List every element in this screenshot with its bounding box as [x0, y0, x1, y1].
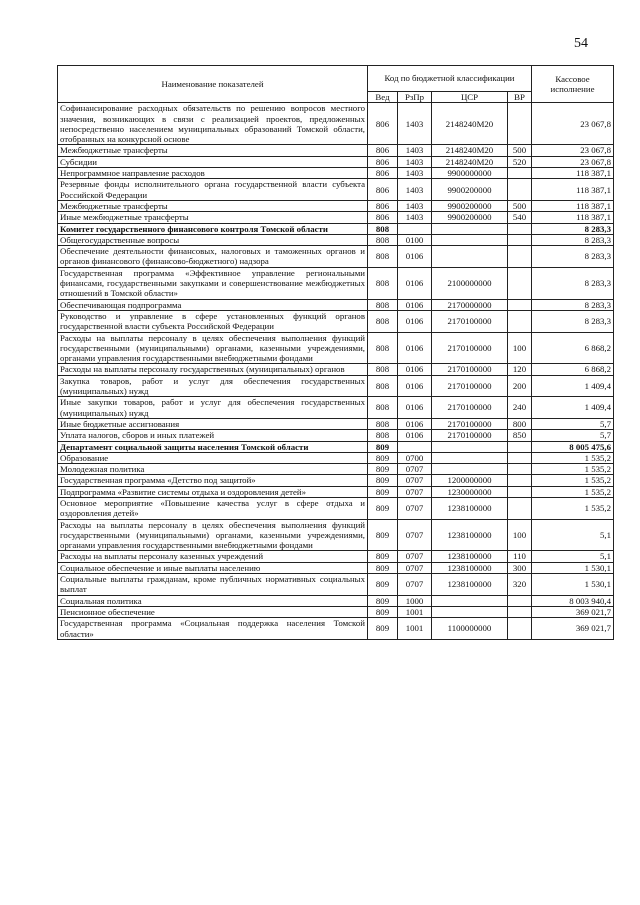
table-row — [58, 156, 614, 167]
row-name: Межбюджетные трансферты — [58, 145, 368, 156]
row-csr: 2170100000 — [432, 332, 508, 364]
row-name: Общегосударственные вопросы — [58, 234, 368, 245]
row-name: Государственная программа «Эффективное управление региональными финансами, государственными закупками и совершенствование межбюджетных отношений в Томской области» — [58, 267, 368, 299]
row-ved: 809 — [368, 486, 398, 497]
row-csr: 2170000000 — [432, 299, 508, 310]
row-rzpr: 0106 — [398, 364, 432, 375]
row-vr — [508, 267, 532, 299]
row-name: Департамент социальной защиты населения Томской области — [58, 441, 368, 452]
row-csr: 2148240M20 — [432, 145, 508, 156]
row-rzpr: 0707 — [398, 574, 432, 596]
row-rzpr: 0106 — [398, 299, 432, 310]
row-csr — [432, 595, 508, 606]
row-vr: 500 — [508, 145, 532, 156]
table-row — [58, 452, 614, 463]
row-name: Расходы на выплаты персоналу казенных учреждений — [58, 551, 368, 562]
table-row — [58, 430, 614, 441]
row-rzpr: 0106 — [398, 430, 432, 441]
row-rzpr: 0106 — [398, 267, 432, 299]
row-ved: 808 — [368, 430, 398, 441]
header-amount: Кассовое исполнение — [532, 66, 614, 103]
row-amount: 369 021,7 — [532, 606, 614, 617]
table-row — [58, 179, 614, 201]
row-rzpr: 0100 — [398, 234, 432, 245]
row-rzpr: 1403 — [398, 103, 432, 145]
table-row — [58, 103, 614, 145]
row-vr: 320 — [508, 574, 532, 596]
header-vr: ВР — [508, 92, 532, 103]
table-row — [58, 246, 614, 268]
row-amount: 1 535,2 — [532, 452, 614, 463]
row-ved: 806 — [368, 156, 398, 167]
row-vr: 540 — [508, 212, 532, 223]
row-csr: 2148240M20 — [432, 156, 508, 167]
table-row — [58, 299, 614, 310]
row-amount: 1 535,2 — [532, 497, 614, 519]
row-name: Образование — [58, 452, 368, 463]
row-amount: 6 868,2 — [532, 332, 614, 364]
row-vr — [508, 103, 532, 145]
row-rzpr: 1001 — [398, 606, 432, 617]
row-ved: 809 — [368, 441, 398, 452]
row-ved: 809 — [368, 551, 398, 562]
row-name: Социальное обеспечение и иные выплаты населению — [58, 562, 368, 573]
row-vr: 850 — [508, 430, 532, 441]
row-amount: 8 283,3 — [532, 310, 614, 332]
row-name: Социальная политика — [58, 595, 368, 606]
row-amount: 8 283,3 — [532, 267, 614, 299]
row-ved: 808 — [368, 310, 398, 332]
table-row — [58, 310, 614, 332]
row-ved: 808 — [368, 418, 398, 429]
row-name: Межбюджетные трансферты — [58, 200, 368, 211]
row-csr: 1200000000 — [432, 475, 508, 486]
row-name: Расходы на выплаты персоналу государственных (муниципальных) органов — [58, 364, 368, 375]
row-ved: 808 — [368, 332, 398, 364]
row-name: Пенсионное обеспечение — [58, 606, 368, 617]
table-row — [58, 606, 614, 617]
row-amount: 1 409,4 — [532, 375, 614, 397]
row-name: Обеспечение деятельности финансовых, налоговых и таможенных органов и органов финансового (финансово-бюджетного) надзора — [58, 246, 368, 268]
row-vr: 300 — [508, 562, 532, 573]
row-vr — [508, 618, 532, 640]
row-csr — [432, 464, 508, 475]
row-ved: 806 — [368, 145, 398, 156]
row-csr: 9900200000 — [432, 179, 508, 201]
row-csr — [432, 223, 508, 234]
row-vr — [508, 475, 532, 486]
row-name: Государственная программа «Детство под защитой» — [58, 475, 368, 486]
row-ved: 809 — [368, 562, 398, 573]
row-rzpr: 0707 — [398, 497, 432, 519]
row-ved: 806 — [368, 168, 398, 179]
table-body — [58, 103, 614, 640]
row-rzpr: 1403 — [398, 145, 432, 156]
row-vr: 120 — [508, 364, 532, 375]
row-amount: 8 283,3 — [532, 223, 614, 234]
row-name: Государственная программа «Социальная поддержка населения Томской области» — [58, 618, 368, 640]
row-amount: 1 530,1 — [532, 574, 614, 596]
row-csr: 1238100000 — [432, 519, 508, 551]
row-ved: 809 — [368, 497, 398, 519]
table-row — [58, 551, 614, 562]
row-amount: 6 868,2 — [532, 364, 614, 375]
row-amount: 118 387,1 — [532, 200, 614, 211]
table-row — [58, 441, 614, 452]
row-amount: 8 283,3 — [532, 246, 614, 268]
row-rzpr: 0707 — [398, 464, 432, 475]
row-rzpr: 1403 — [398, 156, 432, 167]
table-row — [58, 145, 614, 156]
row-csr: 2148240M20 — [432, 103, 508, 145]
row-amount: 118 387,1 — [532, 212, 614, 223]
row-ved: 809 — [368, 574, 398, 596]
row-csr: 1238100000 — [432, 497, 508, 519]
row-ved: 809 — [368, 452, 398, 463]
table-row — [58, 519, 614, 551]
header-code-group: Код по бюджетной классификации — [368, 66, 532, 92]
row-csr: 1230000000 — [432, 486, 508, 497]
row-amount: 8 283,3 — [532, 299, 614, 310]
row-rzpr: 1000 — [398, 595, 432, 606]
table-row — [58, 574, 614, 596]
table-row — [58, 212, 614, 223]
row-csr — [432, 452, 508, 463]
row-vr: 110 — [508, 551, 532, 562]
row-csr: 2170100000 — [432, 397, 508, 419]
row-vr: 520 — [508, 156, 532, 167]
row-rzpr: 0707 — [398, 475, 432, 486]
row-csr: 1238100000 — [432, 562, 508, 573]
row-vr: 500 — [508, 200, 532, 211]
row-name: Резервные фонды исполнительного органа государственной власти субъекта Российской Федерации — [58, 179, 368, 201]
table-row — [58, 200, 614, 211]
table-row — [58, 464, 614, 475]
row-csr: 9900000000 — [432, 168, 508, 179]
header-rzpr: РзПр — [398, 92, 432, 103]
row-vr — [508, 497, 532, 519]
row-csr: 9900200000 — [432, 200, 508, 211]
row-rzpr: 0106 — [398, 418, 432, 429]
row-vr — [508, 441, 532, 452]
table-row — [58, 223, 614, 234]
row-amount: 8 283,3 — [532, 234, 614, 245]
row-name: Подпрограмма «Развитие системы отдыха и оздоровления детей» — [58, 486, 368, 497]
row-csr: 1100000000 — [432, 618, 508, 640]
row-name: Расходы на выплаты персоналу в целях обеспечения выполнения функций государственными (муниципальными) органами, казенными учреждениями, органами управления государственными внебюджетными фондами — [58, 519, 368, 551]
row-csr: 1238100000 — [432, 574, 508, 596]
row-csr — [432, 234, 508, 245]
row-csr: 2170100000 — [432, 310, 508, 332]
row-rzpr: 1403 — [398, 212, 432, 223]
row-name: Непрограммное направление расходов — [58, 168, 368, 179]
row-vr — [508, 595, 532, 606]
row-amount: 5,7 — [532, 418, 614, 429]
row-ved: 808 — [368, 267, 398, 299]
row-csr — [432, 246, 508, 268]
row-ved: 809 — [368, 618, 398, 640]
row-rzpr: 1403 — [398, 168, 432, 179]
row-name: Основное мероприятие «Повышение качества услуг в сфере отдыха и оздоровления детей» — [58, 497, 368, 519]
row-amount: 23 067,8 — [532, 145, 614, 156]
row-ved: 806 — [368, 212, 398, 223]
row-vr — [508, 486, 532, 497]
table-row — [58, 168, 614, 179]
row-rzpr: 1403 — [398, 200, 432, 211]
row-csr: 2100000000 — [432, 267, 508, 299]
row-amount: 23 067,8 — [532, 156, 614, 167]
budget-execution-table — [57, 65, 614, 640]
row-rzpr: 0106 — [398, 310, 432, 332]
row-ved: 808 — [368, 397, 398, 419]
table-row — [58, 486, 614, 497]
row-rzpr: 0106 — [398, 332, 432, 364]
row-vr — [508, 234, 532, 245]
row-name: Расходы на выплаты персоналу в целях обеспечения выполнения функций государственными (муниципальными) органами, казенными учреждениями, органами управления государственными внебюджетными фондами — [58, 332, 368, 364]
row-vr: 100 — [508, 332, 532, 364]
row-name: Софинансирование расходных обязательств по решению вопросов местного значения, возникающих в связи с реализацией проектов, предложенных непосредственно населением муниципальных образований Томской области, отобранных на конкурсной основе — [58, 103, 368, 145]
row-ved: 808 — [368, 246, 398, 268]
row-amount: 8 003 940,4 — [532, 595, 614, 606]
row-ved: 809 — [368, 606, 398, 617]
table-row — [58, 332, 614, 364]
row-amount: 8 005 475,6 — [532, 441, 614, 452]
row-amount: 1 535,2 — [532, 486, 614, 497]
row-amount: 1 530,1 — [532, 562, 614, 573]
row-rzpr — [398, 441, 432, 452]
row-amount: 1 535,2 — [532, 475, 614, 486]
row-ved: 808 — [368, 234, 398, 245]
row-rzpr: 0707 — [398, 519, 432, 551]
row-rzpr: 1001 — [398, 618, 432, 640]
row-csr: 9900200000 — [432, 212, 508, 223]
row-ved: 809 — [368, 464, 398, 475]
row-vr: 200 — [508, 375, 532, 397]
header-csr: ЦСР — [432, 92, 508, 103]
row-rzpr: 0700 — [398, 452, 432, 463]
row-amount: 1 409,4 — [532, 397, 614, 419]
row-amount: 23 067,8 — [532, 103, 614, 145]
row-ved: 806 — [368, 200, 398, 211]
row-amount: 5,1 — [532, 551, 614, 562]
row-rzpr — [398, 223, 432, 234]
row-ved: 808 — [368, 299, 398, 310]
table-row — [58, 267, 614, 299]
row-csr: 1238100000 — [432, 551, 508, 562]
row-vr — [508, 299, 532, 310]
row-rzpr: 0707 — [398, 562, 432, 573]
row-rzpr: 0707 — [398, 486, 432, 497]
row-name: Субсидии — [58, 156, 368, 167]
page-number: 54 — [574, 36, 588, 51]
header-name: Наименование показателей — [58, 66, 368, 103]
row-rzpr: 0106 — [398, 246, 432, 268]
row-name: Иные бюджетные ассигнования — [58, 418, 368, 429]
table-row — [58, 418, 614, 429]
row-vr — [508, 223, 532, 234]
table-row — [58, 475, 614, 486]
row-name: Уплата налогов, сборов и иных платежей — [58, 430, 368, 441]
table-row — [58, 497, 614, 519]
row-amount: 5,7 — [532, 430, 614, 441]
row-vr — [508, 452, 532, 463]
row-name: Руководство и управление в сфере установленных функций органов государственной власти субъекта Российской Федерации — [58, 310, 368, 332]
row-ved: 808 — [368, 223, 398, 234]
row-vr — [508, 606, 532, 617]
row-rzpr: 0106 — [398, 397, 432, 419]
row-name: Молодежная политика — [58, 464, 368, 475]
row-amount: 118 387,1 — [532, 168, 614, 179]
row-name: Социальные выплаты гражданам, кроме публичных нормативных социальных выплат — [58, 574, 368, 596]
row-amount: 118 387,1 — [532, 179, 614, 201]
row-csr — [432, 441, 508, 452]
table-row — [58, 234, 614, 245]
row-name: Иные закупки товаров, работ и услуг для обеспечения государственных (муниципальных) нужд — [58, 397, 368, 419]
row-rzpr: 0707 — [398, 551, 432, 562]
row-vr — [508, 168, 532, 179]
row-csr: 2170100000 — [432, 375, 508, 397]
row-vr: 100 — [508, 519, 532, 551]
row-amount: 1 535,2 — [532, 464, 614, 475]
table-row — [58, 375, 614, 397]
row-csr: 2170100000 — [432, 430, 508, 441]
row-vr: 240 — [508, 397, 532, 419]
table-row — [58, 364, 614, 375]
row-ved: 809 — [368, 595, 398, 606]
row-amount: 5,1 — [532, 519, 614, 551]
row-name: Комитет государственного финансового контроля Томской области — [58, 223, 368, 234]
table-row — [58, 595, 614, 606]
row-vr — [508, 310, 532, 332]
row-csr: 2170100000 — [432, 418, 508, 429]
row-vr: 800 — [508, 418, 532, 429]
row-vr — [508, 464, 532, 475]
row-name: Иные межбюджетные трансферты — [58, 212, 368, 223]
row-ved: 809 — [368, 475, 398, 486]
row-amount: 369 021,7 — [532, 618, 614, 640]
row-vr — [508, 179, 532, 201]
header-ved: Вед — [368, 92, 398, 103]
row-ved: 809 — [368, 519, 398, 551]
row-rzpr: 1403 — [398, 179, 432, 201]
row-name: Закупка товаров, работ и услуг для обеспечения государственных (муниципальных) нужд — [58, 375, 368, 397]
row-ved: 806 — [368, 179, 398, 201]
row-ved: 806 — [368, 103, 398, 145]
row-ved: 808 — [368, 375, 398, 397]
row-rzpr: 0106 — [398, 375, 432, 397]
row-name: Обеспечивающая подпрограмма — [58, 299, 368, 310]
row-ved: 808 — [368, 364, 398, 375]
row-csr — [432, 606, 508, 617]
table-row — [58, 618, 614, 640]
table-row — [58, 397, 614, 419]
row-vr — [508, 246, 532, 268]
row-csr: 2170100000 — [432, 364, 508, 375]
table-row — [58, 562, 614, 573]
